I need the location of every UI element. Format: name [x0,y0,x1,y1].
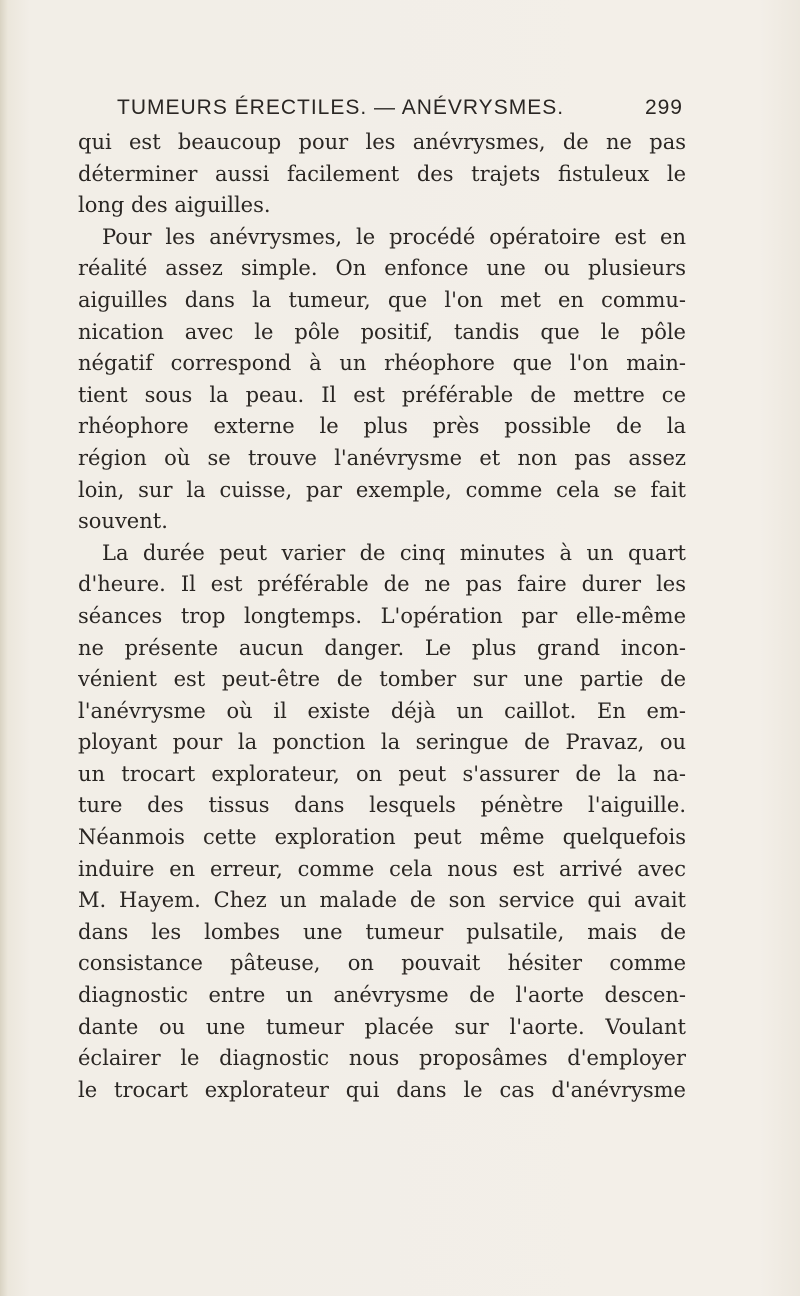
text-line: réalité assez simple. On enfonce une ou plusieurs [78,256,686,281]
text-line: région où se trouve l'anévrysme et non pas assez [78,445,686,470]
text-line: d'heure. Il est préférable de ne pas faire durer les [78,572,686,597]
text-line: La durée peut varier de cinq minutes à un quart [102,540,686,565]
text-line: vénient est peut-être de tomber sur une partie de [78,667,686,692]
running-title: TUMEURS ÉRECTILES. — ANÉVRYSMES. [117,96,565,119]
text-line: ture des tissus dans lesquels pénètre l'aiguille. [78,793,686,818]
text-line: induire en erreur, comme cela nous est arrivé avec [78,856,686,881]
text-line: souvent. [78,509,168,534]
running-head [117,96,683,126]
text-line: déterminer aussi facilement des trajets fistuleux le [78,161,686,186]
text-line: éclairer le diagnostic nous proposâmes d'employer [78,1046,686,1071]
text-line: tient sous la peau. Il est préférable de mettre ce [78,382,686,407]
text-line: rhéophore externe le plus près possible de la [78,414,686,439]
text-line: long des aiguilles. [78,193,271,218]
text-line: dante ou une tumeur placée sur l'aorte. Voulant [78,1014,686,1039]
text-line: diagnostic entre un anévrysme de l'aorte descen- [78,983,686,1008]
text-line: nication avec le pôle positif, tandis que le pôle [78,319,686,344]
body-text [78,127,686,1106]
page-gutter-edge [0,0,8,1296]
text-line: le trocart explorateur qui dans le cas d'anévrysme [78,1077,686,1102]
text-line: séances trop longtemps. L'opération par elle-même [78,603,686,628]
text-line: négatif correspond à un rhéophore que l'on main- [78,351,686,376]
text-line: l'anévrysme où il existe déjà un caillot. En em- [78,698,686,723]
page-number: 299 [644,96,683,119]
text-line: un trocart explorateur, on peut s'assurer de la na- [78,761,686,786]
text-line: Néanmois cette exploration peut même quelquefois [78,825,686,850]
text-line: ne présente aucun danger. Le plus grand incon- [78,635,686,660]
text-line: aiguilles dans la tumeur, que l'on met en commu- [78,287,686,312]
text-line: loin, sur la cuisse, par exemple, comme cela se fait [78,477,686,502]
text-line: Pour les anévrysmes, le procédé opératoire est en [102,224,686,249]
text-line: M. Hayem. Chez un malade de son service qui avait [78,888,686,913]
text-line: dans les lombes une tumeur pulsatile, mais de [78,919,686,944]
text-line: qui est beaucoup pour les anévrysmes, de ne pas [78,130,686,154]
text-line: consistance pâteuse, on pouvait hésiter comme [78,951,686,976]
text-line: ployant pour la ponction la seringue de Pravaz, ou [78,730,686,755]
